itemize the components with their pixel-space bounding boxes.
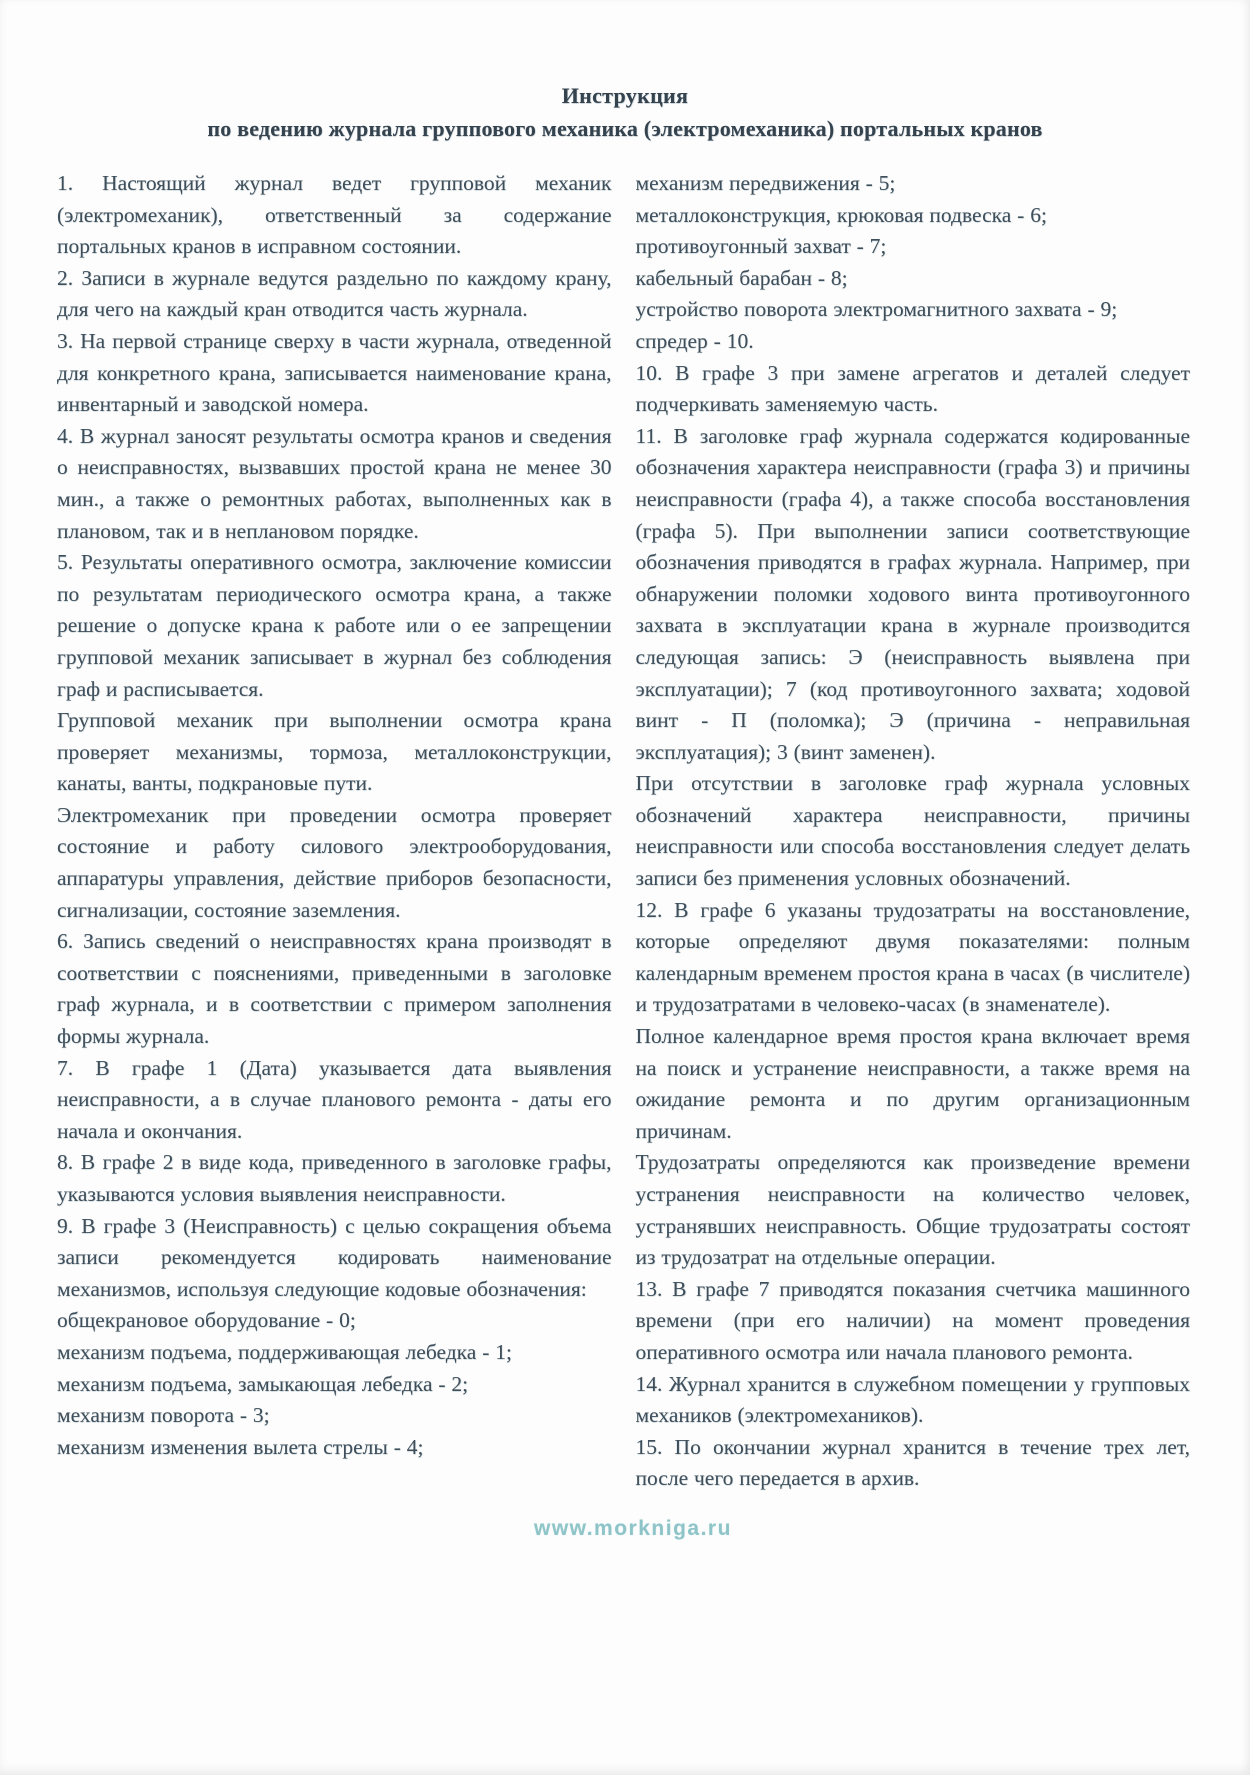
paragraph: металлоконструкция, крюковая подвеска - 6; <box>635 202 1047 227</box>
paragraph: При отсутствии в заголовке граф журнала условных обозначений характера неисправности, причины неисправности или способа восстановления следует делать записи без применения условных обозначений. <box>635 771 1190 891</box>
paragraph: Групповой механик при выполнении осмотра крана проверяет механизмы, тормоза, металлоконструкции, канаты, ванты, подкрановые пути. <box>57 708 612 796</box>
paragraph: Полное календарное время простоя крана включает время на поиск и устранение неисправности, а также время на ожидание ремонта и по другим организационным причинам. <box>635 1024 1190 1143</box>
paragraph: Электромеханик при проведении осмотра проверяет состояние и работу силового электрооборудования, аппаратуры управления, действие приборов безопасности, сигнализации, состояние заземления. <box>57 802 612 922</box>
paragraph: 10. В графе 3 при замене агрегатов и деталей следует подчеркивать заменяемую часть. <box>635 360 1190 417</box>
paragraph: механизм изменения вылета стрелы - 4; <box>57 1434 424 1459</box>
paragraph: противоугонный захват - 7; <box>635 234 887 259</box>
paragraph: 1. Настоящий журнал ведет групповой механик (электромеханик), ответственный за содержание портальных кранов в исправном состоянии. <box>57 171 612 259</box>
paragraph: кабельный барабан - 8; <box>635 265 848 290</box>
title-line-1: Инструкция <box>561 83 689 108</box>
paragraph: 7. В графе 1 (Дата) указывается дата выявления неисправности, а в случае планового ремонта - даты его начала и окончания. <box>57 1055 612 1143</box>
paragraph: Трудозатраты определяются как произведение времени устранения неисправности на количество человек, устранявших неисправность. Общие трудозатраты состоят из трудозатрат на отдельные операции. <box>635 1150 1190 1270</box>
paragraph: 2. Записи в журнале ведутся раздельно по каждому крану, для чего на каждый кран отводится часть журнала. <box>57 265 612 322</box>
paragraph: 8. В графе 2 в виде кода, приведенного в заголовке графы, указываются условия выявления неисправности. <box>57 1150 612 1206</box>
watermark: www.morkniga.ru <box>534 1517 732 1540</box>
paragraph: спредер - 10. <box>635 328 754 353</box>
paragraph: механизм подъема, замыкающая лебедка - 2; <box>57 1371 469 1396</box>
paragraph: общекрановое оборудование - 0; <box>57 1308 356 1333</box>
paragraph: механизм поворота - 3; <box>57 1403 270 1428</box>
paragraph: механизм подъема, поддерживающая лебедка - 1; <box>57 1339 512 1364</box>
paragraph: 5. Результаты оперативного осмотра, заключение комиссии по результатам периодического осмотра крана, а также решение о допуске крана к работе или о ее запрещении групповой механик записывает в журнал без соблюдения граф и расписывается. <box>57 550 612 701</box>
paragraph: 3. На первой странице сверху в части журнала, отведенной для конкретного крана, записывается наименование крана, инвентарный и заводской номера. <box>57 328 612 417</box>
paragraph: 15. По окончании журнал хранится в течение трех лет, после чего передается в архив. <box>635 1434 1190 1491</box>
paragraph: 14. Журнал хранится в служебном помещении у групповых механиков (электромехаников). <box>635 1371 1190 1428</box>
paragraph: 4. В журнал заносят результаты осмотра кранов и сведения о неисправностях, вызвавших простой крана не менее 30 мин., а также о ремонтных работах, выполненных как в плановом, так и в неплановом порядке. <box>57 423 612 543</box>
paragraph: 12. В графе 6 указаны трудозатраты на восстановление, которые определяют двумя показателями: полным календарным временем простоя крана в часах (в числителе) и трудозатратами в человеко-часах (в знаменателе). <box>635 897 1190 1017</box>
paragraph: 9. В графе 3 (Неисправность) с целью сокращения объема записи рекомендуется кодировать наименование механизмов, используя следующие кодовые обозначения: <box>57 1213 612 1301</box>
left-column <box>57 168 612 1495</box>
paragraph: 13. В графе 7 приводятся показания счетчика машинного времени (при его наличии) на момент проведения оперативного осмотра или начала планового ремонта. <box>635 1276 1190 1364</box>
document-title <box>0 0 1250 146</box>
paragraph: устройство поворота электромагнитного захвата - 9; <box>635 297 1118 322</box>
paragraph: механизм передвижения - 5; <box>635 171 896 195</box>
title-line-2: по ведению журнала группового механика (электромеханика) портальных кранов <box>207 116 1043 141</box>
paragraph: 6. Запись сведений о неисправностях крана производят в соответствии с пояснениями, приведенными в заголовке граф журнала, и в соответствии с примером заполнения формы журнала. <box>57 929 612 1049</box>
right-column <box>636 168 1191 1495</box>
two-column-body <box>0 146 1250 1495</box>
paragraph: 11. В заголовке граф журнала содержатся кодированные обозначения характера неисправности (графа 3) и причины неисправности (графа 4), а также способа восстановления (графа 5). При выполнении записи соответствующие обозначения приводятся в графах журнала. Например, при обнаружении поломки ходового винта противоугонного захвата в эксплуатации крана в журнале производится следующая запись: Э (неисправность выявлена при эксплуатации); 7 (код противоугонного захвата; ходовой винт - П (поломка); Э (причина - неправильная эксплуатация); 3 (винт заменен). <box>635 423 1190 764</box>
